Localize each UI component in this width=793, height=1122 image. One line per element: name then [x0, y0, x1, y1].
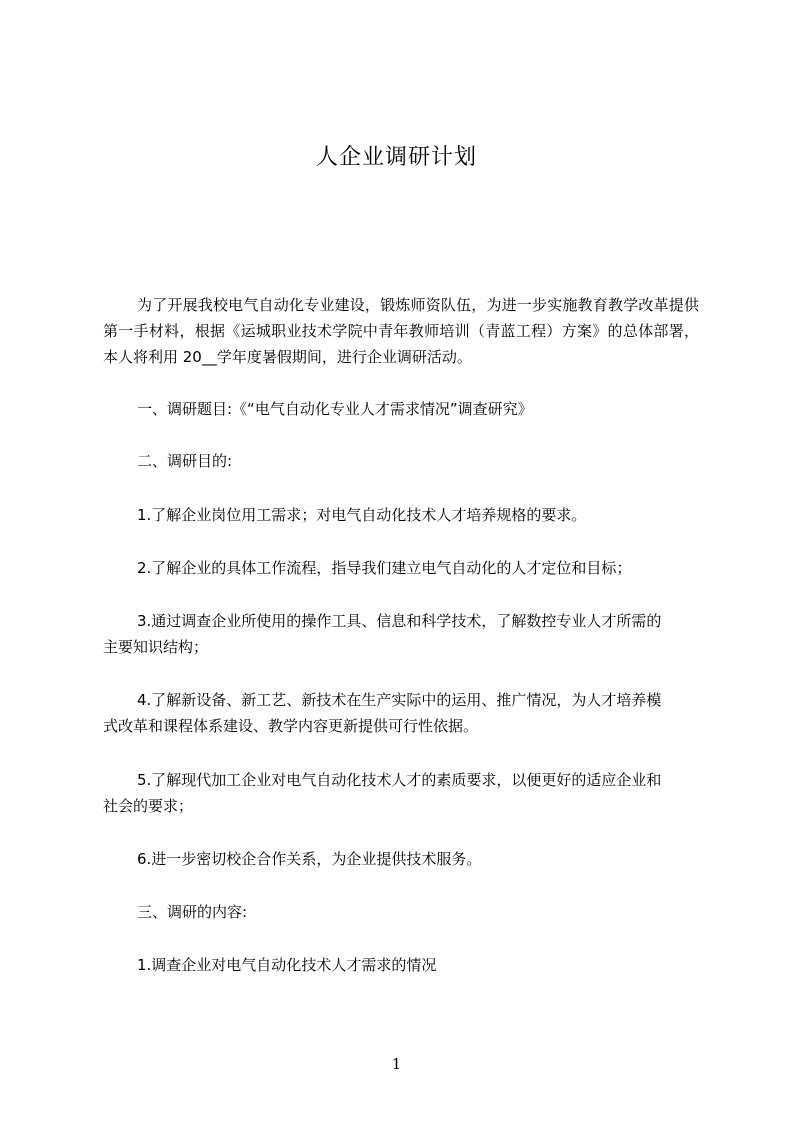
purpose-item-line1: 6.进一步密切校企合作关系，为企业提供技术服务。 — [137, 850, 482, 868]
purpose-item — [103, 767, 703, 819]
purpose-item — [103, 555, 703, 581]
purpose-item-line1: 2.了解企业的具体工作流程，指导我们建立电气自动化的人才定位和目标； — [137, 559, 632, 577]
section-heading-purpose-text: 二、调研目的: — [137, 452, 233, 470]
purpose-item-line1: 1.了解企业岗位用工需求；对电气自动化技术人才培养规格的要求。 — [137, 506, 587, 524]
content-item — [103, 952, 703, 978]
section-heading-content-text: 三、调研的内容: — [137, 903, 248, 921]
section-heading-topic — [103, 396, 703, 422]
purpose-item — [103, 687, 703, 739]
purpose-item-line2: 主要知识结构； — [103, 638, 209, 656]
purpose-item-line1: 3.通过调查企业所使用的操作工具、信息和科学技术，了解数控专业人才所需的 — [137, 612, 662, 630]
purpose-item-line1: 5.了解现代加工企业对电气自动化技术人才的素质要求，以便更好的适应企业和 — [137, 771, 662, 789]
purpose-item — [103, 502, 703, 528]
section-heading-topic-text: 一、调研题目:《“电气自动化专业人才需求情况”调查研究》 — [137, 400, 533, 418]
content-item-text: 1.调查企业对电气自动化技术人才需求的情况 — [137, 956, 437, 974]
purpose-item — [103, 846, 703, 872]
section-heading-purpose — [103, 448, 703, 474]
intro-paragraph: 为了开展我校电气自动化专业建设，锻炼师资队伍，为进一步实施教育教学改革提供第一手材料，根据《运城职业技术学院中青年教师培训（青蓝工程）方案》的总体部署，本人将利用 20__学年度暑假期间，进行企业调研活动。 — [103, 296, 699, 366]
purpose-item — [103, 608, 703, 660]
section-heading-content — [103, 899, 703, 925]
purpose-item-line2: 社会的要求； — [103, 797, 194, 815]
page-title: 人企业调研计划 — [315, 145, 477, 170]
page-number: 1 — [391, 1055, 402, 1073]
purpose-item-line1: 4.了解新设备、新工艺、新技术在生产实际中的运用、推广情况，为人才培养模 — [137, 691, 662, 709]
purpose-item-line2: 式改革和课程体系建设、教学内容更新提供可行性依据。 — [103, 717, 479, 735]
